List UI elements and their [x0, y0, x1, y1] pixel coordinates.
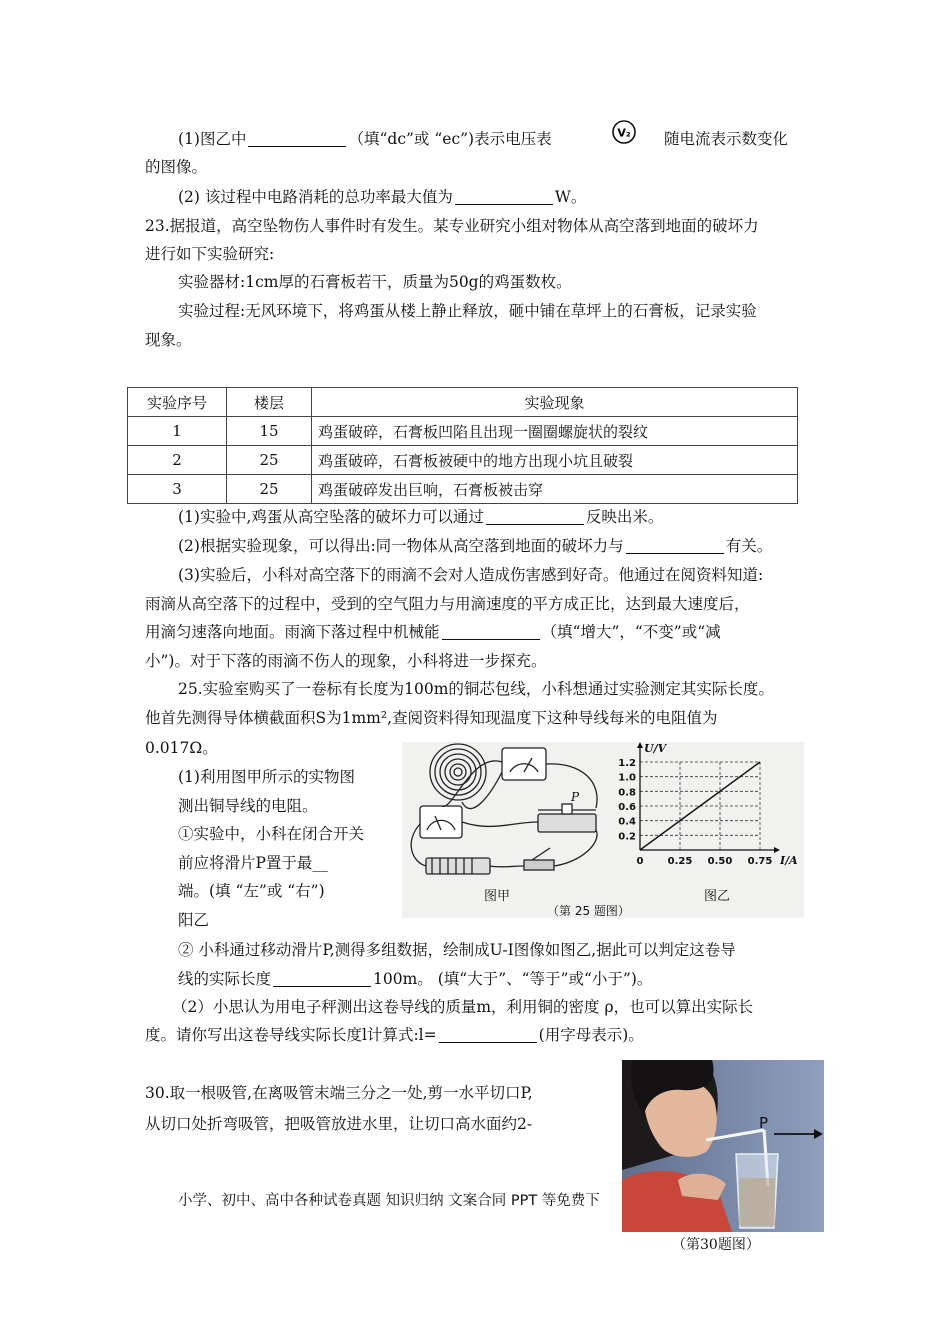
table-cell: 15 — [227, 417, 312, 446]
q25-sub1-line5: 端。(填 “左”或 “右”) — [178, 882, 325, 900]
q23-process-line1: 实验过程:无风环境下，将鸡蛋从楼上静止释放，砸中铺在草坪上的石膏板，记录实验 — [178, 302, 757, 320]
q23-sub3-line1: (3)实验后，小科对高空落下的雨滴不会对人造成伤害感到好奇。他通过在阅资料知道: — [178, 566, 764, 584]
glass-icon — [736, 1154, 778, 1228]
q23-sub1: (1)实验中,鸡蛋从高空坠落的破坏力可以通过 反映出米。 — [178, 508, 664, 526]
slider-p-label: P — [571, 790, 580, 804]
q25-sub1-line1: (1)利用图甲所示的实物图 — [178, 768, 355, 786]
answer-blank — [442, 623, 540, 640]
answer-blank — [273, 970, 371, 987]
table-row — [128, 446, 798, 475]
answer-blank — [455, 188, 553, 205]
table-row — [128, 417, 798, 446]
q25-sub1-line4: 前应将滑片P置于最__ — [178, 854, 328, 872]
q30-figure-caption: （第30题图） — [672, 1237, 760, 1253]
answer-blank — [626, 537, 724, 554]
table-cell: 25 — [227, 446, 312, 475]
y-tick-label: 0.4 — [618, 816, 636, 828]
q25-intro-line3: 0.017Ω。 — [145, 739, 218, 757]
table-row — [128, 475, 798, 504]
q25-sub1-line3: ①实验中，小科在闭合开关 — [178, 825, 365, 843]
q23-sub3-line4: 小”)。对于下落的雨滴不伤人的现象，小科将进一步探充。 — [145, 652, 547, 670]
answer-blank — [486, 508, 584, 525]
photo-p-label: P — [759, 1114, 769, 1132]
resistor-coil-icon — [426, 858, 490, 874]
experiment-table — [127, 387, 798, 504]
q25-sub1-line2: 测出铜导线的电阻。 — [178, 797, 318, 815]
q22-part2: (2) 该过程中电路消耗的总功率最大值为 W。 — [178, 188, 587, 206]
answer-blank — [439, 1026, 537, 1043]
q25-intro-line1: 25.实验室购买了一卷标有长度为100m的铜芯包线，小科想通过实验测定其实际长度。 — [178, 680, 774, 698]
q23-intro-line2: 进行如下实验研究: — [145, 245, 275, 263]
q23-sub3-line3: 用滴匀速落向地面。雨滴下落过程中机械能 （填“增大”，“不变”或“减 — [145, 623, 721, 641]
q25-sub2-line1: （2）小思认为用电子秤测出这卷导线的质量m，利用铜的密度 ρ，也可以算出实际长 — [172, 998, 754, 1016]
table-cell: 1 — [128, 417, 227, 446]
table-cell: 25 — [227, 475, 312, 504]
q25-intro-line2: 他首先测得导体横截面积S为1mm²,查阅资料得知现温度下这种导线每米的电阻值为 — [145, 709, 718, 727]
table-cell: 鸡蛋破碎，石膏板被硬中的地方出现小坑且破裂 — [312, 446, 798, 475]
y-tick-label: 1.2 — [618, 758, 636, 769]
x-tick-label: 0.50 — [707, 856, 733, 867]
q22-part1-tail: 随电流表示数变化 — [664, 130, 789, 148]
footer-note: 小学、初中、高中各种试卷真题 知识归纳 文案合同 PPT 等免费下 — [178, 1193, 600, 1209]
ammeter-icon — [420, 806, 462, 838]
y-tick-label: 1.0 — [618, 772, 636, 784]
y-tick-label: 0.2 — [618, 831, 636, 843]
answer-blank — [248, 130, 346, 147]
q25-sub1-line6: 阳乙 — [178, 911, 210, 929]
q23-sub2: (2)根据实验现象，可以得出:同一物体从高空落到地面的破坏力与 有关。 — [178, 537, 773, 555]
voltmeter-icon — [502, 748, 546, 780]
q25-sub1-line7: ② 小科通过移动滑片P,测得多组数据，绘制成U-I图像如图乙,据此可以判定这卷导 — [178, 941, 736, 959]
figure-left-label: 图甲 — [484, 889, 511, 904]
x-tick-label: 0.75 — [747, 856, 773, 867]
q23-materials: 实验器材:1cm厚的石膏板若干，质量为50g的鸡蛋数枚。 — [178, 273, 572, 291]
y-tick-label: 0.6 — [618, 802, 636, 813]
q23-process-line2: 现象。 — [145, 331, 192, 349]
q22-part1-line1: (1)图乙中 （填“dc”或 “ec”)表示电压表 — [178, 130, 552, 148]
q30-line1: 30.取一根吸管,在离吸管末端三分之一处,剪一水平切口P, — [145, 1084, 533, 1102]
q23-intro-line1: 23.据报道，高空坠物伤人事件时有发生。某专业研究小组对物体从高空落到地面的破坏力 — [145, 217, 759, 235]
y-axis-label: U/V — [644, 742, 667, 755]
table-header-cell: 实验现象 — [312, 388, 798, 417]
table-cell: 鸡蛋破碎，石膏板凹陷且出现一圈圈螺旋状的裂纹 — [312, 417, 798, 446]
figure-caption: （第 25 题图） — [547, 904, 630, 918]
svg-text:V₂: V₂ — [617, 126, 631, 140]
q22-part1-line2: 的图像。 — [145, 158, 208, 176]
x-tick-label: 0.25 — [667, 856, 693, 867]
x-axis-label: I/A — [780, 854, 798, 867]
q30-line2: 从切口处折弯吸管，把吸管放进水里，让切口高水面约2- — [145, 1115, 533, 1133]
table-cell: 2 — [128, 446, 227, 475]
figure-25 — [402, 742, 804, 918]
figure-right-label: 图乙 — [704, 889, 731, 904]
table-header-row — [128, 388, 798, 417]
q23-sub3-line2: 雨滴从高空落下的过程中，受到的空气阻力与用滴速度的平方成正比，达到最大速度后， — [145, 595, 750, 613]
voltmeter-v2-icon — [611, 119, 637, 145]
y-tick-label: 0.8 — [618, 787, 636, 799]
table-header-cell: 楼层 — [227, 388, 312, 417]
straw-experiment-photo — [622, 1060, 824, 1232]
table-cell: 3 — [128, 475, 227, 504]
x-tick-label: 0 — [636, 856, 644, 867]
table-header-cell: 实验序号 — [128, 388, 227, 417]
q25-sub2-line2: 度。请你写出这卷导线实际长度l计算式:l= (用字母表示)。 — [145, 1026, 644, 1044]
table-cell: 鸡蛋破碎发出巨响，石膏板被击穿 — [312, 475, 798, 504]
q25-sub1-line8: 线的实际长度 100m。 (填“大于”、“等于”或“小于”)。 — [178, 970, 653, 988]
